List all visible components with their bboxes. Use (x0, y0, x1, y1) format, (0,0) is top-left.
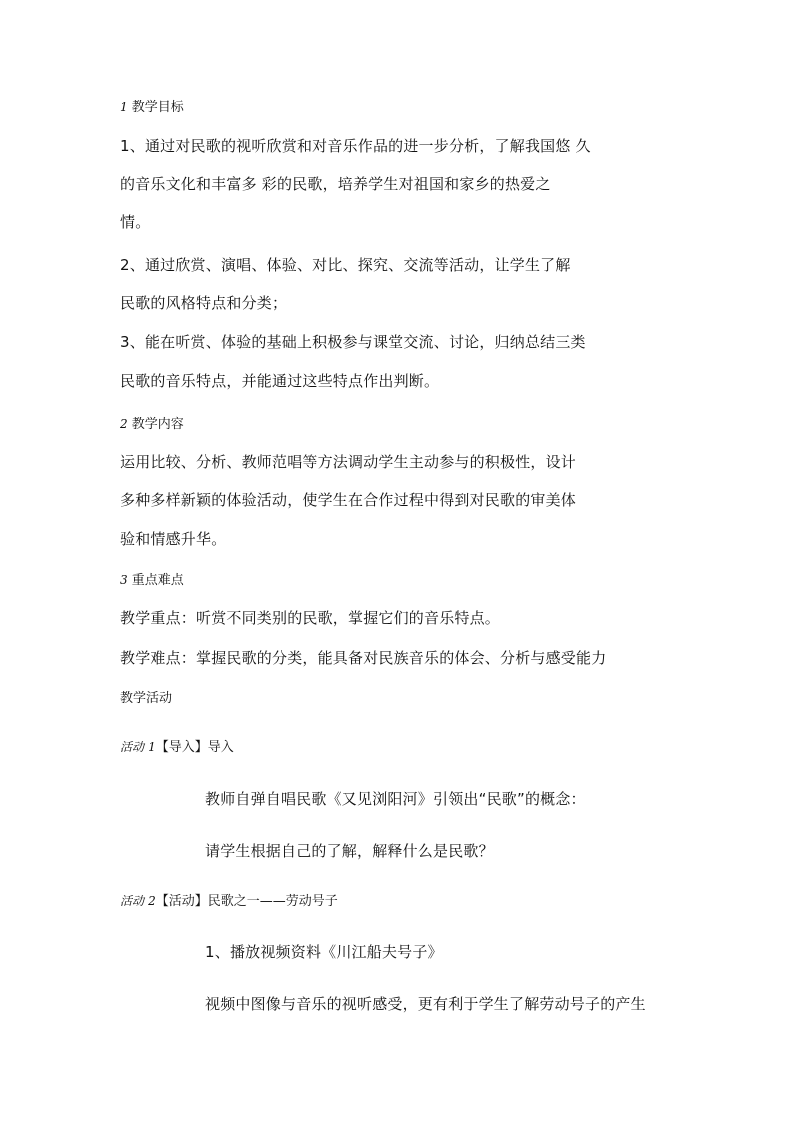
activity-title: 【导入】导入 (155, 740, 234, 755)
paragraph-line: 的音乐文化和丰富多 彩的民歌，培养学生对祖国和家乡的热爱之 (120, 175, 551, 193)
paragraph-line: 民歌的音乐特点，并能通过这些特点作出判断。 (120, 372, 440, 390)
paragraph-line: 多种多样新颖的体验活动，使学生在合作过程中得到对民歌的审美体 (120, 491, 577, 509)
activities-heading: 教学活动 (120, 691, 173, 706)
activity-number: 1 (148, 740, 156, 754)
paragraph-line: 1、通过对民歌的视听欣赏和对音乐作品的进一步分析，了解我国悠 久 (120, 137, 591, 155)
activity-heading (120, 741, 234, 754)
paragraph-line: 民歌的风格特点和分类； (120, 294, 288, 312)
paragraph-line: 教学重点：听赏不同类别的民歌，掌握它们的音乐特点。 (120, 609, 501, 627)
section-title: 重点难点 (131, 573, 184, 588)
paragraph-line: 请学生根据自己的了解，解释什么是民歌？ (205, 842, 494, 860)
paragraph-line: 教师自弹自唱民歌《又见浏阳河》引领出“民歌”的概念： (205, 790, 586, 808)
paragraph-line: 视频中图像与音乐的视听感受，更有利于学生了解劳动号子的产生 (205, 995, 646, 1013)
section-title: 教学目标 (131, 100, 184, 115)
section-heading-objectives (120, 101, 184, 114)
activity-number: 2 (148, 894, 156, 908)
section-number: 2 (120, 417, 128, 431)
paragraph-line: 运用比较、分析、教师范唱等方法调动学生主动参与的积极性，设计 (120, 453, 577, 471)
paragraph-line: 教学难点：掌握民歌的分类，能具备对民族音乐的体会、分析与感受能力 (120, 649, 607, 667)
activity-label: 活动 (120, 740, 145, 754)
activity-title: 【活动】民歌之一——劳动号子 (155, 894, 338, 909)
section-heading-content (120, 418, 184, 431)
activity-heading (120, 895, 338, 908)
section-number: 1 (120, 100, 128, 114)
section-number: 3 (120, 573, 128, 587)
paragraph-line: 2、通过欣赏、演唱、体验、对比、探究、交流等活动，让学生了解 (120, 256, 571, 274)
paragraph-line: 3、能在听赏、体验的基础上积极参与课堂交流、讨论，归纳总结三类 (120, 333, 586, 351)
section-heading-key-points (120, 574, 184, 587)
activity-label: 活动 (120, 894, 145, 908)
paragraph-line: 1、播放视频资料《川江船夫号子》 (205, 943, 443, 961)
section-title: 教学内容 (131, 417, 184, 432)
paragraph-line: 验和情感升华。 (120, 530, 227, 548)
paragraph-line: 情。 (120, 213, 151, 231)
